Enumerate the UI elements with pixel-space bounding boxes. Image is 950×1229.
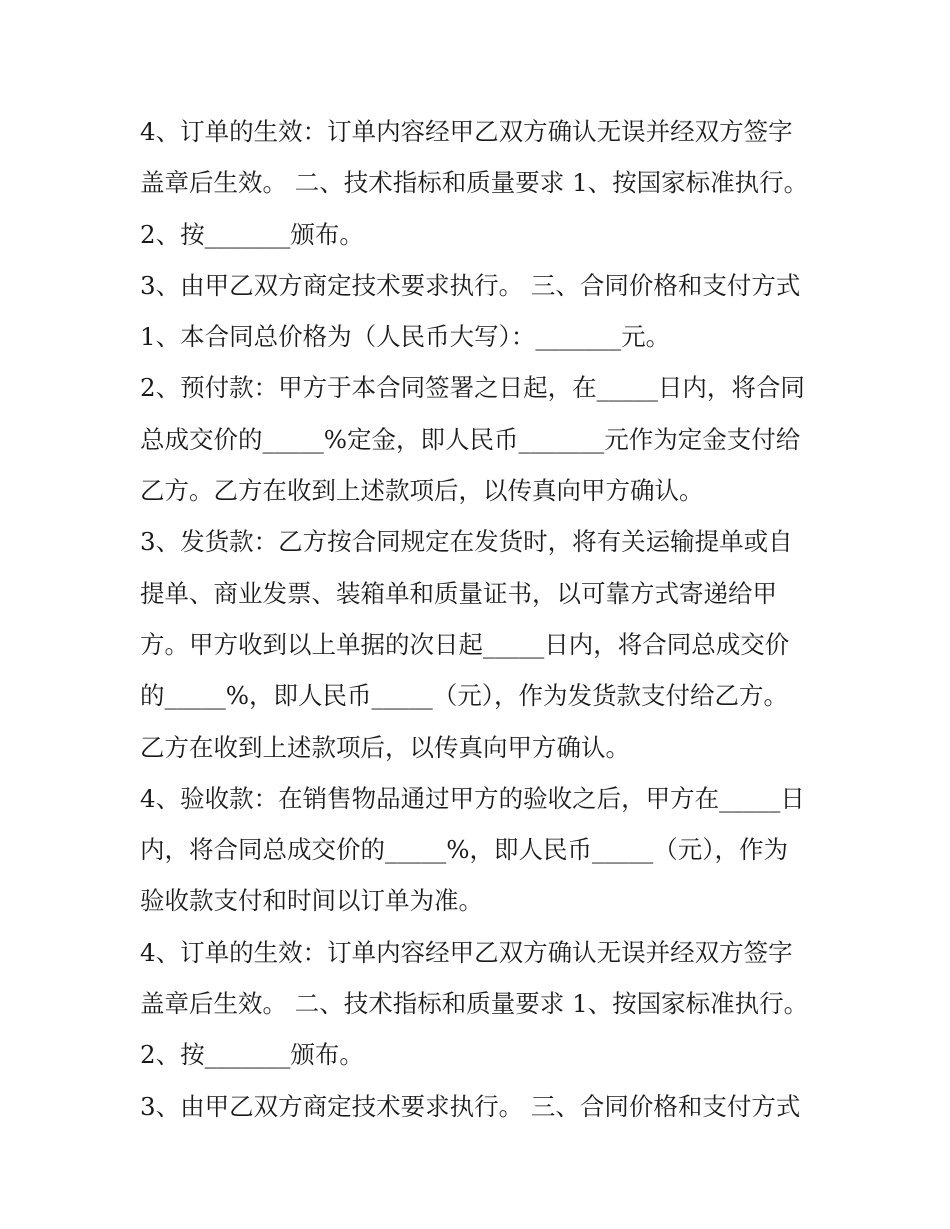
text-line-2: 盖章后生效。 二、技术指标和质量要求 1、按国家标准执行。 <box>140 168 809 198</box>
text-line-10: 提单、商业发票、装箱单和质量证书，以可靠方式寄递给甲 <box>140 578 777 608</box>
text-line-11: 方。甲方收到以上单据的次日起_____日内，将合同总成交价 <box>140 629 790 659</box>
contract-text <box>140 106 820 1132</box>
text-line-15: 内，将合同总成交价的_____%，即人民币_____（元），作为 <box>140 835 789 865</box>
text-line-4: 3、由甲乙双方商定技术要求执行。 三、合同价格和支付方式 <box>140 270 801 300</box>
text-line-5: 1、本合同总价格为（人民币大写）：_______元。 <box>140 322 671 352</box>
text-line-19: 2、按_______颁布。 <box>140 1040 364 1070</box>
text-line-12: 的_____%，即人民币_____（元），作为发货款支付给乙方。 <box>140 681 789 711</box>
text-line-17: 4、订单的生效：订单内容经甲乙双方确认无误并经双方签字 <box>140 937 793 967</box>
text-line-3: 2、按_______颁布。 <box>140 219 364 249</box>
text-line-14: 4、验收款：在销售物品通过甲方的验收之后，甲方在_____日 <box>140 783 805 813</box>
text-line-1: 4、订单的生效：订单内容经甲乙双方确认无误并经双方签字 <box>140 117 793 146</box>
text-line-13: 乙方在收到上述款项后，以传真向甲方确认。 <box>140 732 630 762</box>
text-line-18: 盖章后生效。 二、技术指标和质量要求 1、按国家标准执行。 <box>140 989 809 1019</box>
text-line-20: 3、由甲乙双方商定技术要求执行。 三、合同价格和支付方式 <box>140 1091 801 1121</box>
text-line-16: 验收款支付和时间以订单为准。 <box>140 886 483 916</box>
text-line-8: 乙方。乙方在收到上述款项后，以传真向甲方确认。 <box>140 476 704 506</box>
text-line-7: 总成交价的_____%定金，即人民币_______元作为定金支付给 <box>140 424 801 454</box>
text-line-6: 2、预付款：甲方于本合同签署之日起，在_____日内，将合同 <box>140 373 805 403</box>
text-line-9: 3、发货款：乙方按合同规定在发货时，将有关运输提单或自 <box>140 527 793 557</box>
